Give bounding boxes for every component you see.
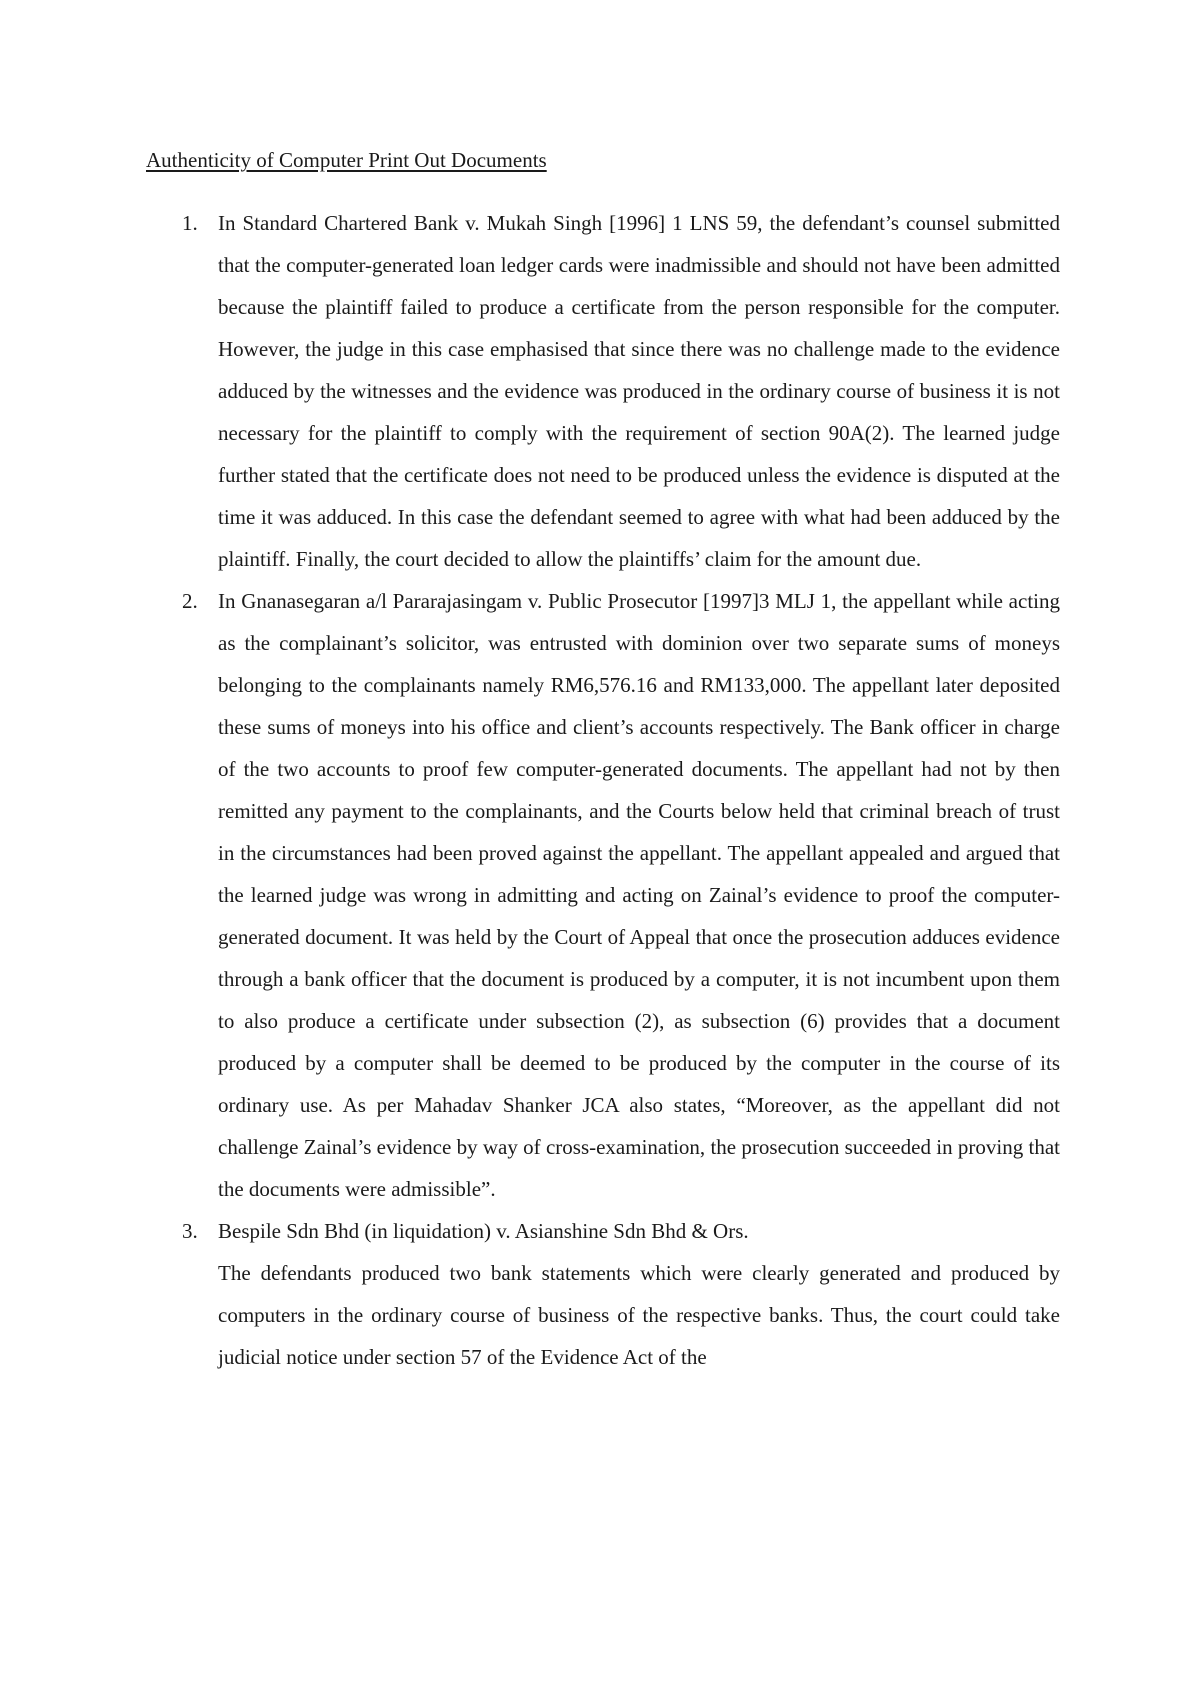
list-item-number: 1. xyxy=(182,211,198,235)
case-heading: Bespile Sdn Bhd (in liquidation) v. Asianshine Sdn Bhd & Ors. xyxy=(218,1219,749,1243)
case-list xyxy=(0,202,1200,1378)
list-item-2 xyxy=(0,580,1200,1210)
list-item-number: 2. xyxy=(182,589,198,613)
list-item-3 xyxy=(0,1210,1200,1378)
list-item-text: In Standard Chartered Bank v. Mukah Singh [1996] 1 LNS 59, the defendant’s counsel submitted that the computer-generated loan ledger cards were inadmissible and should not have been admitted because the plaintiff failed to produce a certificate from the person responsible for the computer. However, the judge in this case emphasised that since there was no challenge made to the evidence adduced by the witnesses and the evidence was produced in the ordinary course of business it is not necessary for the plaintiff to comply with the requirement of section 90A(2). The learned judge further stated that the certificate does not need to be produced unless the evidence is disputed at the time it was adduced. In this case the defendant seemed to agree with what had been adduced by the plaintiff. Finally, the court decided to allow the plaintiffs’ claim for the amount due. xyxy=(218,211,1060,571)
list-item-text: The defendants produced two bank statements which were clearly generated and produced by computers in the ordinary course of business of the respective banks. Thus, the court could take judicial notice under section 57 of the Evidence Act of the xyxy=(218,1261,1060,1369)
list-item-text: In Gnanasegaran a/l Pararajasingam v. Public Prosecutor [1997]3 MLJ 1, the appellant while acting as the complainant’s solicitor, was entrusted with dominion over two separate sums of moneys belonging to the complainants namely RM6,576.16 and RM133,000. The appellant later deposited these sums of moneys into his office and client’s accounts respectively. The Bank officer in charge of the two accounts to proof few computer-generated documents. The appellant had not by then remitted any payment to the complainants, and the Courts below held that criminal breach of trust in the circumstances had been proved against the appellant. The appellant appealed and argued that the learned judge was wrong in admitting and acting on Zainal’s evidence to proof the computer-generated document. It was held by the Court of Appeal that once the prosecution adduces evidence through a bank officer that the document is produced by a computer, it is not incumbent upon them to also produce a certificate under subsection (2), as subsection (6) provides that a document produced by a computer shall be deemed to be produced by the computer in the course of its ordinary use. As per Mahadav Shanker JCA also states, “Moreover, as the appellant did not challenge Zainal’s evidence by way of cross-examination, the prosecution succeeded in proving that the documents were admissible”. xyxy=(218,589,1060,1201)
list-item-number: 3. xyxy=(182,1219,198,1243)
list-item-1 xyxy=(0,202,1200,580)
document-title: Authenticity of Computer Print Out Documents xyxy=(146,148,547,172)
